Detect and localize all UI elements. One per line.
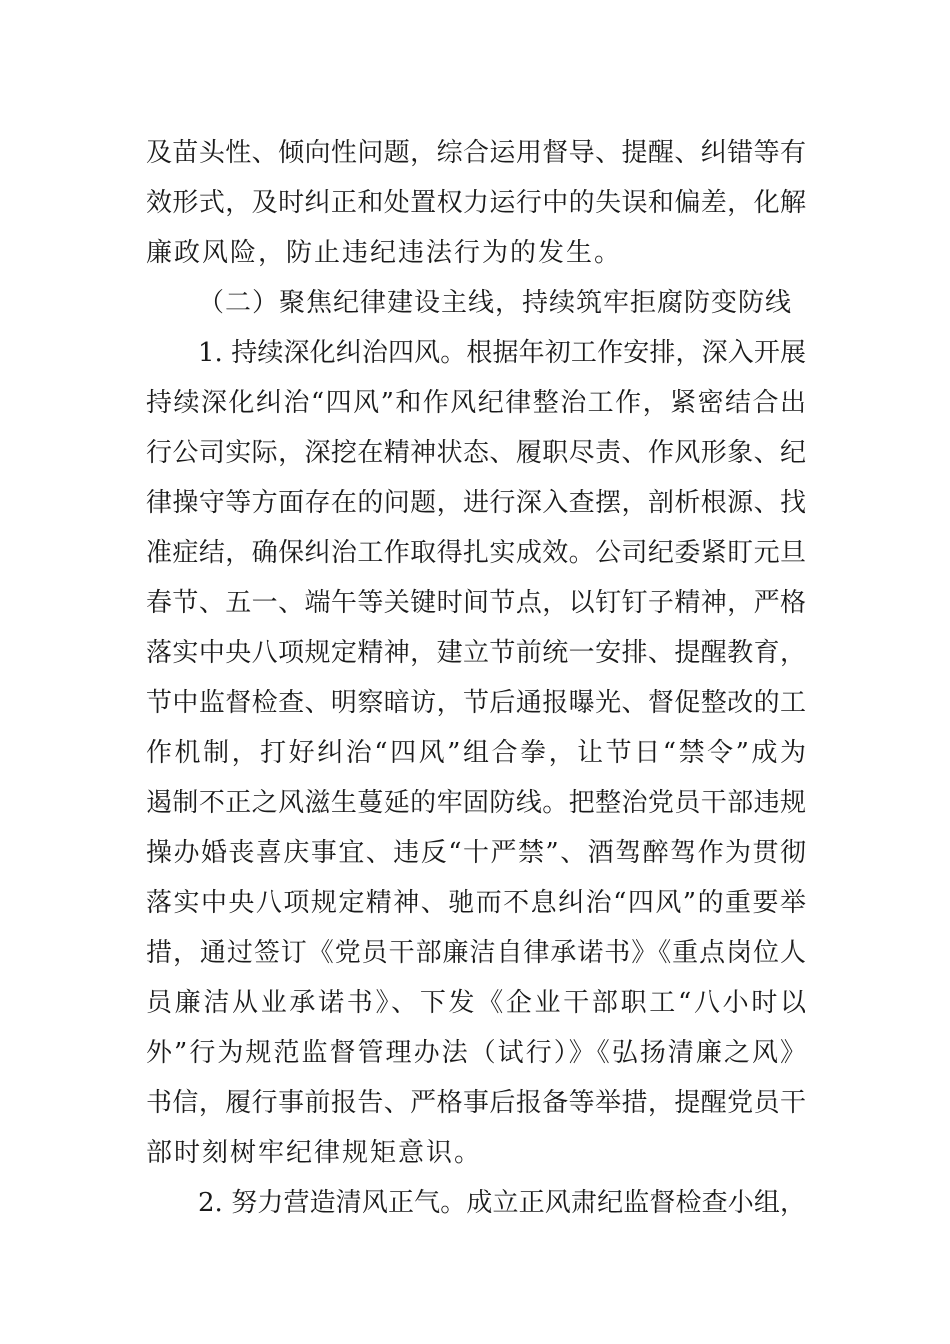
paragraph-line: 准症结，确保纠治工作取得扎实成效。公司纪委紧盯元旦 xyxy=(146,538,806,568)
paragraph-line: 作机制，打好纠治“四风”组合拳，让节日“禁令”成为 xyxy=(146,738,806,768)
paragraph-line: 员廉洁从业承诺书》、下发《企业干部职工“八小时以 xyxy=(146,988,806,1018)
paragraph-line: 行公司实际，深挖在精神状态、履职尽责、作风形象、纪 xyxy=(146,438,806,468)
paragraph-line: 廉政风险，防止违纪违法行为的发生。 xyxy=(146,238,623,268)
paragraph-line: 2. 努力营造清风正气。成立正风肃纪监督检查小组， xyxy=(198,1188,806,1218)
paragraph-line: 措，通过签订《党员干部廉洁自律承诺书》《重点岗位人 xyxy=(146,938,806,968)
paragraph-line: 外”行为规范监督管理办法（试行）》《弘扬清廉之风》 xyxy=(146,1038,806,1068)
section-heading: （二）聚焦纪律建设主线，持续筑牢拒腐防变防线 xyxy=(198,288,793,318)
paragraph-line: 春节、五一、端午等关键时间节点，以钉钉子精神，严格 xyxy=(146,588,806,618)
paragraph-line: 操办婚丧喜庆事宜、违反“十严禁”、酒驾醉驾作为贯彻 xyxy=(146,838,806,868)
paragraph-line: 1. 持续深化纠治四风。根据年初工作安排，深入开展 xyxy=(198,338,806,368)
paragraph-line: 书信，履行事前报告、严格事后报备等举措，提醒党员干 xyxy=(146,1088,806,1118)
paragraph-line: 持续深化纠治“四风”和作风纪律整治工作，紧密结合出 xyxy=(146,388,806,418)
paragraph-line: 落实中央八项规定精神，建立节前统一安排、提醒教育， xyxy=(146,638,806,668)
paragraph-line: 节中监督检查、明察暗访，节后通报曝光、督促整改的工 xyxy=(146,688,806,718)
paragraph-line: 落实中央八项规定精神、驰而不息纠治“四风”的重要举 xyxy=(146,888,806,918)
paragraph-line: 律操守等方面存在的问题，进行深入查摆，剖析根源、找 xyxy=(146,488,806,518)
paragraph-line: 及苗头性、倾向性问题，综合运用督导、提醒、纠错等有 xyxy=(146,138,806,168)
paragraph-line: 效形式，及时纠正和处置权力运行中的失误和偏差，化解 xyxy=(146,188,806,218)
paragraph-line: 遏制不正之风滋生蔓延的牢固防线。把整治党员干部违规 xyxy=(146,788,806,818)
paragraph-line: 部时刻树牢纪律规矩意识。 xyxy=(146,1138,483,1168)
